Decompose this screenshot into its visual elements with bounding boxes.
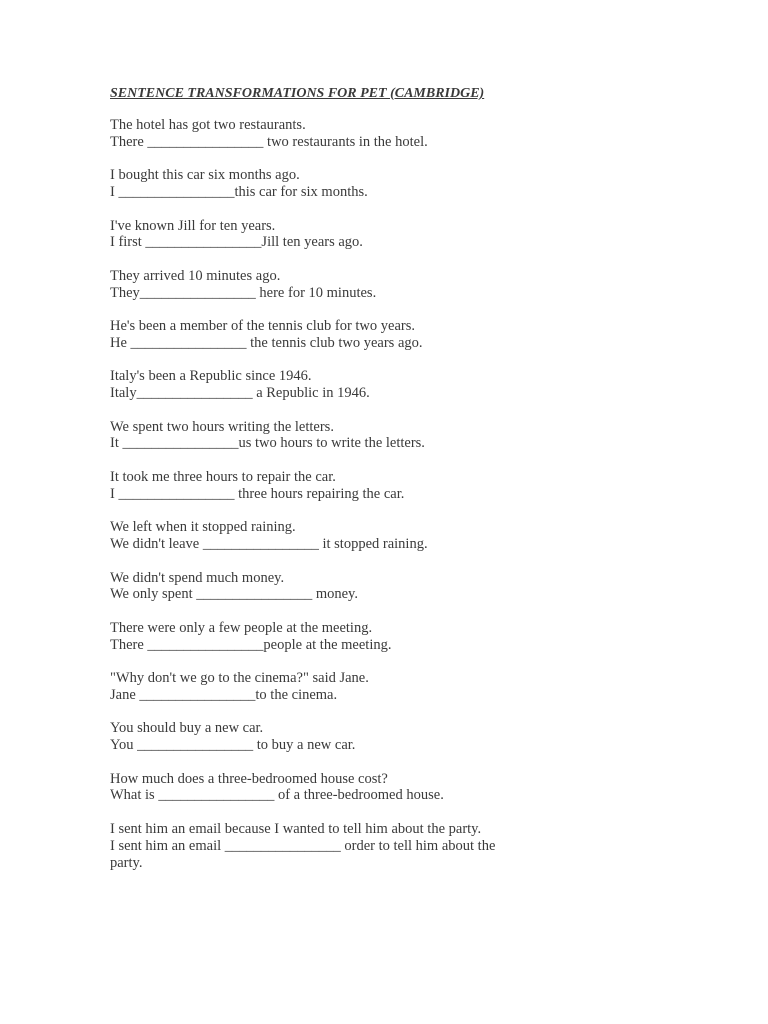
exercise-item bbox=[110, 318, 510, 352]
exercise-item bbox=[110, 570, 510, 604]
original-sentence: "Why don't we go to the cinema?" said Jane. bbox=[110, 670, 369, 687]
document-title: SENTENCE TRANSFORMATIONS FOR PET (CAMBRIDGE) bbox=[110, 86, 485, 101]
original-sentence: I've known Jill for ten years. bbox=[110, 217, 276, 234]
transformation-sentence: It ________________us two hours to write the letters. bbox=[110, 435, 425, 452]
original-sentence: How much does a three-bedroomed house cost? bbox=[110, 770, 388, 787]
transformation-sentence: We only spent ________________ money. bbox=[110, 586, 358, 603]
transformation-sentence: Jane ________________to the cinema. bbox=[110, 686, 338, 703]
original-sentence: We spent two hours writing the letters. bbox=[110, 418, 334, 435]
original-sentence: There were only a few people at the meeting. bbox=[110, 619, 373, 636]
exercise-item bbox=[110, 218, 510, 252]
transformation-sentence: You ________________ to buy a new car. bbox=[110, 737, 356, 754]
transformation-sentence: I ________________ three hours repairing the car. bbox=[110, 485, 405, 502]
transformation-sentence: He ________________ the tennis club two years ago. bbox=[110, 334, 423, 351]
exercise-item bbox=[110, 821, 510, 871]
transformation-sentence: I sent him an email ________________ order to tell him about the party. bbox=[110, 837, 496, 871]
transformation-sentence: I first ________________Jill ten years ago. bbox=[110, 234, 363, 251]
exercise-item bbox=[110, 268, 510, 302]
exercise-item bbox=[110, 519, 510, 553]
transformation-sentence: They________________ here for 10 minutes. bbox=[110, 284, 377, 301]
exercise-item bbox=[110, 419, 510, 453]
transformation-sentence: What is ________________ of a three-bedroomed house. bbox=[110, 787, 444, 804]
transformation-sentence: We didn't leave ________________ it stopped raining. bbox=[110, 536, 428, 553]
exercise-item bbox=[110, 368, 510, 402]
transformation-sentence: There ________________ two restaurants in the hotel. bbox=[110, 133, 428, 150]
original-sentence: I bought this car six months ago. bbox=[110, 167, 300, 184]
original-sentence: It took me three hours to repair the car. bbox=[110, 468, 336, 485]
original-sentence: We left when it stopped raining. bbox=[110, 519, 296, 536]
original-sentence: We didn't spend much money. bbox=[110, 569, 285, 586]
document-body bbox=[110, 85, 510, 888]
transformation-sentence: There ________________people at the meeting. bbox=[110, 636, 392, 653]
transformation-sentence: Italy________________ a Republic in 1946. bbox=[110, 385, 370, 402]
original-sentence: The hotel has got two restaurants. bbox=[110, 117, 306, 133]
exercise-item bbox=[110, 167, 510, 201]
exercise-item bbox=[110, 720, 510, 754]
exercise-item bbox=[110, 469, 510, 503]
exercise-item bbox=[110, 117, 510, 151]
exercise-item bbox=[110, 620, 510, 654]
exercise-item bbox=[110, 670, 510, 704]
original-sentence: They arrived 10 minutes ago. bbox=[110, 267, 281, 284]
exercise-item bbox=[110, 771, 510, 805]
original-sentence: You should buy a new car. bbox=[110, 720, 264, 737]
transformation-sentence: I ________________this car for six months. bbox=[110, 184, 368, 201]
original-sentence: Italy's been a Republic since 1946. bbox=[110, 368, 312, 385]
original-sentence: I sent him an email because I wanted to tell him about the party. bbox=[110, 820, 482, 837]
original-sentence: He's been a member of the tennis club for two years. bbox=[110, 318, 415, 335]
